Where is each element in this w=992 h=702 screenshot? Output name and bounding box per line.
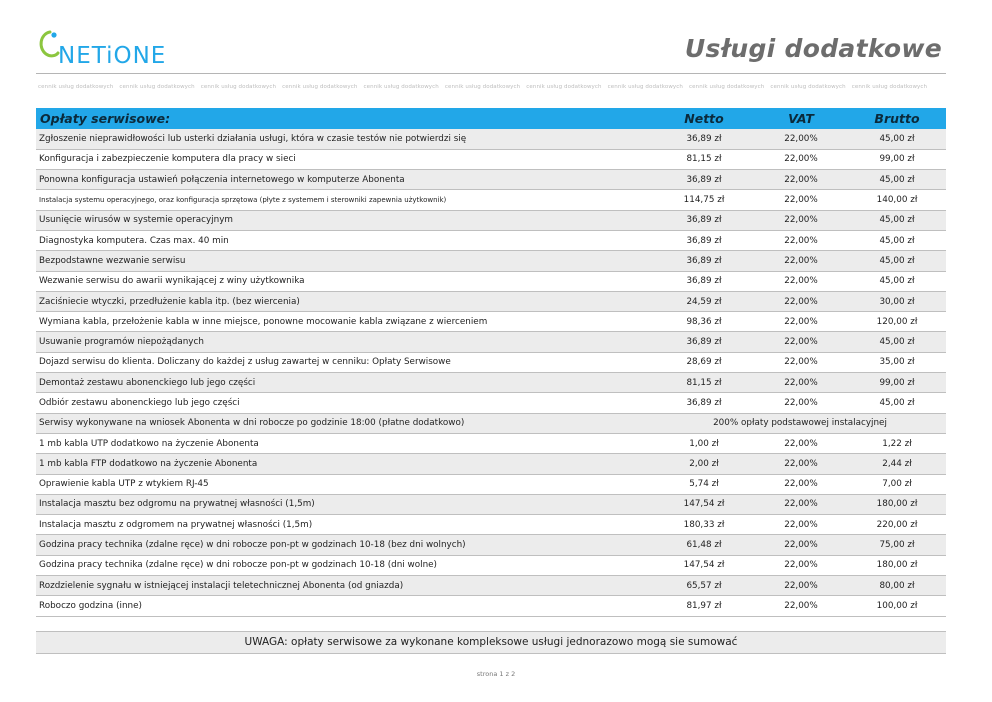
price-vat: 22,00% <box>754 373 848 393</box>
price-brutto: 45,00 zł <box>848 393 946 413</box>
price-brutto: 2,44 zł <box>848 454 946 474</box>
watermark-text: cennik usług dodatkowych <box>689 84 765 90</box>
price-vat: 22,00% <box>754 494 848 514</box>
header-vat: VAT <box>788 111 814 126</box>
service-description: Ponowna konfiguracja ustawień połączenia internetowego w komputerze Abonenta <box>36 170 654 190</box>
price-netto: 81,15 zł <box>654 373 754 393</box>
service-description: Godzina pracy technika (zdalne ręce) w dni robocze pon-pt w godzinach 10-18 (bez dni wolnych) <box>36 535 654 555</box>
price-brutto: 45,00 zł <box>848 129 946 149</box>
service-description: Instalacja masztu bez odgromu na prywatnej własności (1,5m) <box>36 494 654 514</box>
table-row <box>36 596 946 616</box>
price-netto: 36,89 zł <box>654 271 754 291</box>
table-row <box>36 393 946 413</box>
header-brutto: Brutto <box>874 111 920 126</box>
price-netto: 180,33 zł <box>654 515 754 535</box>
price-brutto: 45,00 zł <box>848 271 946 291</box>
price-brutto: 120,00 zł <box>848 312 946 332</box>
price-vat: 22,00% <box>754 210 848 230</box>
price-vat: 22,00% <box>754 251 848 271</box>
price-brutto: 75,00 zł <box>848 535 946 555</box>
watermark-text: cennik usług dodatkowych <box>282 84 358 90</box>
price-brutto: 99,00 zł <box>848 149 946 169</box>
price-netto: 2,00 zł <box>654 454 754 474</box>
service-description: Konfiguracja i zabezpieczenie komputera dla pracy w sieci <box>36 149 654 169</box>
service-description: Zgłoszenie nieprawidłowości lub usterki działania usługi, która w czasie testów nie potwierdzi się <box>36 129 654 149</box>
service-description: Godzina pracy technika (zdalne ręce) w dni robocze pon-pt w godzinach 10-18 (dni wolne) <box>36 555 654 575</box>
price-vat: 22,00% <box>754 312 848 332</box>
service-description: Instalacja masztu z odgromem na prywatnej własności (1,5m) <box>36 515 654 535</box>
table-row <box>36 433 946 453</box>
price-vat: 22,00% <box>754 535 848 555</box>
price-netto: 36,89 zł <box>654 230 754 250</box>
table-row <box>36 230 946 250</box>
table-row <box>36 373 946 393</box>
price-netto: 61,48 zł <box>654 535 754 555</box>
note-banner: UWAGA: opłaty serwisowe za wykonane kompleksowe usługi jednorazowo mogą sie sumować <box>36 631 946 654</box>
table-row <box>36 149 946 169</box>
service-description: 1 mb kabla UTP dodatkowo na życzenie Abonenta <box>36 433 654 453</box>
price-netto: 36,89 zł <box>654 170 754 190</box>
service-description: Odbiór zestawu abonenckiego lub jego części <box>36 393 654 413</box>
price-brutto: 80,00 zł <box>848 576 946 596</box>
price-netto: 81,97 zł <box>654 596 754 616</box>
service-description: 1 mb kabla FTP dodatkowo na życzenie Abonenta <box>36 454 654 474</box>
price-vat: 22,00% <box>754 291 848 311</box>
price-brutto: 180,00 zł <box>848 555 946 575</box>
price-table <box>36 108 946 617</box>
price-brutto: 30,00 zł <box>848 291 946 311</box>
service-description: Demontaż zestawu abonenckiego lub jego części <box>36 373 654 393</box>
price-vat: 22,00% <box>754 393 848 413</box>
price-vat: 22,00% <box>754 332 848 352</box>
price-netto: 147,54 zł <box>654 494 754 514</box>
watermark-text: cennik usług dodatkowych <box>200 84 277 90</box>
service-description: Serwisy wykonywane na wniosek Abonenta w dni robocze po godzinie 18:00 (płatne dodatkowo) <box>36 413 654 433</box>
logo-text: NETiONE <box>58 43 167 69</box>
price-netto: 81,15 zł <box>654 149 754 169</box>
table-row <box>36 576 946 596</box>
table-row <box>36 555 946 575</box>
price-netto: 147,54 zł <box>654 555 754 575</box>
watermark-text: cennik usług dodatkowych <box>119 84 195 90</box>
price-brutto: 140,00 zł <box>848 190 946 210</box>
price-vat: 22,00% <box>754 555 848 575</box>
price-netto: 5,74 zł <box>654 474 754 494</box>
price-brutto: 99,00 zł <box>848 373 946 393</box>
watermark-text: cennik usług dodatkowych <box>526 84 602 90</box>
page-number: strona 1 z 2 <box>476 670 516 678</box>
table-row <box>36 332 946 352</box>
service-description: Oprawienie kabla UTP z wtykiem RJ-45 <box>36 474 654 494</box>
price-vat: 22,00% <box>754 230 848 250</box>
service-description: Roboczo godzina (inne) <box>36 596 654 616</box>
table-row <box>36 271 946 291</box>
table-row <box>36 474 946 494</box>
price-vat: 22,00% <box>754 596 848 616</box>
price-vat: 22,00% <box>754 352 848 372</box>
table-row <box>36 190 946 210</box>
table-row <box>36 251 946 271</box>
header-netto: Netto <box>684 111 724 126</box>
price-netto: 1,00 zł <box>654 433 754 453</box>
price-netto: 36,89 zł <box>654 332 754 352</box>
table-row <box>36 535 946 555</box>
price-vat: 22,00% <box>754 474 848 494</box>
price-brutto: 7,00 zł <box>848 474 946 494</box>
price-vat: 22,00% <box>754 190 848 210</box>
watermark-text: cennik usług dodatkowych <box>770 84 846 90</box>
watermark-text: cennik usług dodatkowych <box>363 84 439 90</box>
price-vat: 22,00% <box>754 433 848 453</box>
table-row <box>36 515 946 535</box>
service-description: Bezpodstawne wezwanie serwisu <box>36 251 654 271</box>
price-brutto: 45,00 zł <box>848 170 946 190</box>
table-row <box>36 352 946 372</box>
price-netto: 65,57 zł <box>654 576 754 596</box>
price-vat: 22,00% <box>754 454 848 474</box>
service-description: Wezwanie serwisu do awarii wynikającej z winy użytkownika <box>36 271 654 291</box>
service-description: Wymiana kabla, przełożenie kabla w inne miejsce, ponowne mocowanie kabla związane z wierceniem <box>36 312 654 332</box>
service-description: Diagnostyka komputera. Czas max. 40 min <box>36 230 654 250</box>
table-row <box>36 170 946 190</box>
price-netto: 98,36 zł <box>654 312 754 332</box>
watermark-strip <box>38 84 946 90</box>
price-vat: 22,00% <box>754 170 848 190</box>
price-netto: 36,89 zł <box>654 251 754 271</box>
price-brutto: 35,00 zł <box>848 352 946 372</box>
table-row <box>36 494 946 514</box>
price-netto: 24,59 zł <box>654 291 754 311</box>
price-vat: 22,00% <box>754 515 848 535</box>
price-vat: 22,00% <box>754 129 848 149</box>
table-row <box>36 210 946 230</box>
price-vat: 22,00% <box>754 576 848 596</box>
price-netto: 114,75 zł <box>654 190 754 210</box>
price-netto: 36,89 zł <box>654 210 754 230</box>
price-netto: 36,89 zł <box>654 393 754 413</box>
price-brutto: 45,00 zł <box>848 332 946 352</box>
watermark-text: cennik usług dodatkowych <box>38 84 114 90</box>
service-description: Instalacja systemu operacyjnego, oraz konfiguracja sprzętowa (płyte z systemem i sterowniki zapewnia użytkownik) <box>36 190 654 210</box>
service-description: Usuwanie programów niepożądanych <box>36 332 654 352</box>
price-brutto: 45,00 zł <box>848 230 946 250</box>
price-brutto: 45,00 zł <box>848 251 946 271</box>
table-row <box>36 129 946 149</box>
price-netto: 28,69 zł <box>654 352 754 372</box>
table-row <box>36 291 946 311</box>
watermark-text: cennik usług dodatkowych <box>444 84 521 90</box>
service-description: Zaciśniecie wtyczki, przedłużenie kabla itp. (bez wiercenia) <box>36 291 654 311</box>
page-title: Usługi dodatkowe <box>684 34 942 63</box>
price-brutto: 1,22 zł <box>848 433 946 453</box>
price-vat: 22,00% <box>754 271 848 291</box>
title-divider <box>36 73 946 74</box>
table-row <box>36 454 946 474</box>
service-description: Rozdzielenie sygnału w istniejącej instalacji teletechnicznej Abonenta (od gniazda) <box>36 576 654 596</box>
price-brutto: 45,00 zł <box>848 210 946 230</box>
price-brutto: 100,00 zł <box>848 596 946 616</box>
table-row <box>36 312 946 332</box>
watermark-text: cennik usług dodatkowych <box>607 84 683 90</box>
header-section: Opłaty serwisowe: <box>40 111 171 126</box>
service-description: Dojazd serwisu do klienta. Doliczany do każdej z usług zawartej w cenniku: Opłaty Serwisowe <box>36 352 654 372</box>
price-brutto: 180,00 zł <box>848 494 946 514</box>
price-brutto: 220,00 zł <box>848 515 946 535</box>
netione-logo <box>36 26 236 70</box>
merged-price-cell: 200% opłaty podstawowej instalacyjnej <box>654 413 946 433</box>
price-vat: 22,00% <box>754 149 848 169</box>
service-description: Usunięcie wirusów w systemie operacyjnym <box>36 210 654 230</box>
price-netto: 36,89 zł <box>654 129 754 149</box>
watermark-text: cennik usług dodatkowych <box>851 84 928 90</box>
table-header-row <box>36 108 946 129</box>
table-row <box>36 413 946 433</box>
